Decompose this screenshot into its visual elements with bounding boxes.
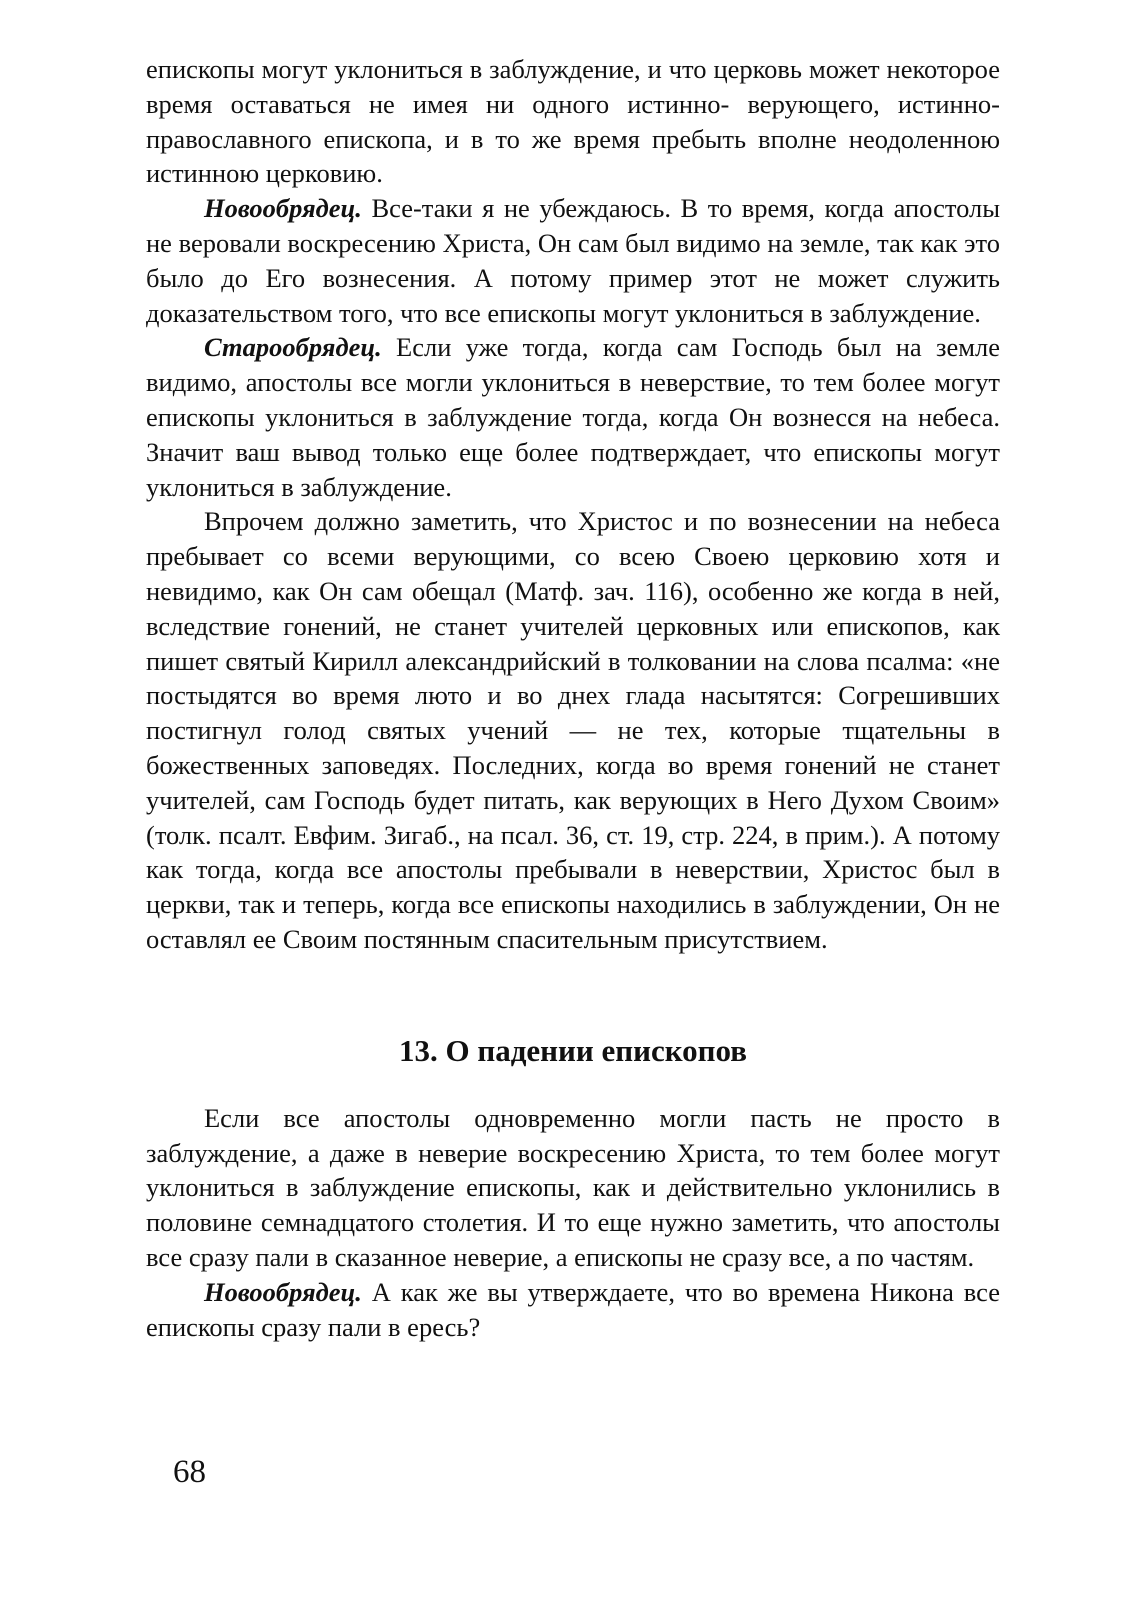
paragraph [146,1101,1000,1275]
paragraph [146,52,1000,191]
speaker-label: Старообрядец. [204,332,382,363]
speaker-label: Новообрядец. [204,193,362,224]
paragraph-text: Впрочем должно заметить, что Христос и по вознесении на небеса пребывает со всеми верующими, со всею Своею церковию хотя и невидимо, как Он сам обещал (Матф. зач. 116), особенно же когда в ней, вследствие гонений, не станет учителей церковных или епископов, как пишет святый Кирилл александрийский в толковании на слова псалма: «не постыдятся во время люто и во днех глада насытятся: Согрешивших постигнул голод святых учений — не тех, которые тщательны в божественных заповедях. Последних, когда во время гонений не станет учителей, сам Господь будет питать, как верующих в Него Духом Своим» (толк. псалт. Евфим. Зигаб., на псал. 36, ст. 19, стр. 224, в прим.). А потому как тогда, когда все апостолы пребывали в неверствии, Христос был в церкви, так и теперь, когда все епископы находились в заблуждении, Он не оставлял ее Своим постянным спасительным присутствием. [146,506,1000,954]
paragraph-text: А как же вы утверждаете, что во времена Никона все епископы сразу пали в ересь? [146,1276,1000,1342]
paragraph-text: Все-таки я не убеждаюсь. В то время, когда апостолы не веровали воскресению Христа, Он сам был видимо на земле, так как это было до Его вознесения. А потому пример этот не может служить доказательством того, что все епископы могут уклониться в заблуждение. [146,193,1000,328]
dialogue-paragraph [146,1275,1000,1345]
dialogue-paragraph [146,191,1000,330]
paragraph-text: Если все апостолы одновременно могли пасть не просто в заблуждение, а даже в неверие воскресению Христа, то тем более могут уклониться в заблуждение епископы, как и действительно уклонились в половине семнадцатого столетия. И то еще нужно заметить, что апостолы все сразу пали в сказанное неверие, а епископы не сразу все, а по частям. [146,1102,1000,1272]
section-heading: 13. О падении епископов [398,1032,748,1068]
dialogue-paragraph [146,330,1000,504]
page-number: 68 [173,1454,206,1490]
paragraph [146,504,1000,956]
paragraph-text: Если уже тогда, когда сам Господь был на земле видимо, апостолы все могли уклониться в неверствие, то тем более могут епископы уклониться в заблуждение тогда, когда Он вознесся на небеса. Значит ваш вывод только еще более подтверждает, что епископы могут уклониться в заблуждение. [146,332,1000,502]
speaker-label: Новообрядец. [204,1276,362,1307]
paragraph-text: епископы могут уклониться в заблуждение, и что церковь может некоторое время оставаться не имея ни одного истинно- верующего, истинно- православного епископа, и в то же время пребыть вполне неодоленною истинною церковию. [146,54,1000,189]
